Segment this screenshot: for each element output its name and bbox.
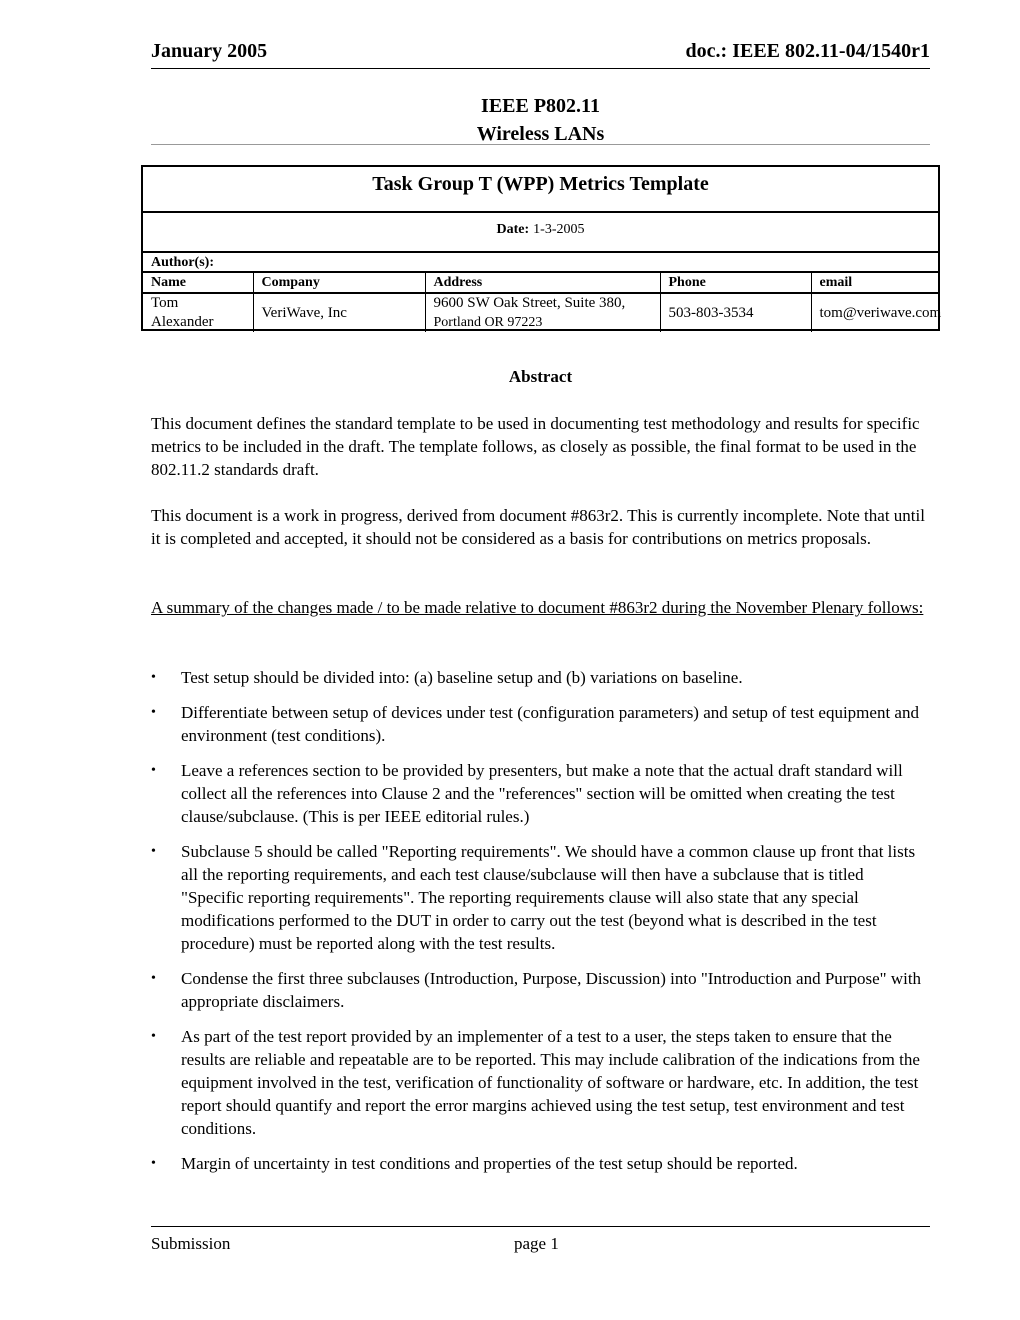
author-address: 9600 SW Oak Street, Suite 380, Portland OR 97223: [425, 293, 660, 332]
standard-title: IEEE P802.11: [481, 95, 600, 117]
document-info-box: [141, 165, 940, 331]
date-row: [143, 213, 938, 253]
changes-list: [151, 666, 930, 1187]
authors-table-header: [143, 273, 938, 293]
page-header: [151, 38, 930, 69]
summary-intro: A summary of the changes made / to be made relative to document #863r2 during the November Plenary follows:: [151, 598, 924, 617]
authors-table: [143, 273, 942, 332]
date-label: Date:: [496, 222, 530, 237]
doc-title: Task Group T (WPP) Metrics Template: [143, 167, 938, 213]
table-row: [143, 293, 938, 332]
abstract-paragraph: This document defines the standard template to be used in documenting test methodology and results for specific metrics to be included in the draft. The template follows, as closely as possible, the final format to be used in the 802.11.2 standards draft.: [151, 414, 920, 479]
author-name: Tom Alexander: [151, 295, 214, 330]
authors-label: Author(s):: [143, 253, 938, 273]
header-date: January 2005: [151, 40, 268, 62]
column-header: Company: [253, 273, 425, 293]
abstract-heading: Abstract: [508, 367, 573, 386]
page-number: page 1: [514, 1234, 559, 1253]
bullet-icon: •: [151, 670, 156, 685]
list-item: • Margin of uncertainty in test conditions and properties of the test setup should be reported.: [151, 1154, 798, 1173]
bullet-icon: •: [151, 971, 156, 986]
list-item: • Test setup should be divided into: (a) baseline setup and (b) variations on baseline.: [151, 668, 743, 687]
bullet-icon: •: [151, 763, 156, 778]
column-header: Address: [425, 273, 660, 293]
title-divider: [151, 144, 930, 145]
column-header: Phone: [660, 273, 811, 293]
author-phone: 503-803-3534: [660, 293, 811, 332]
list-item: • Subclause 5 should be called "Reporting requirements". We should have a common clause up front that lists all the reporting requirements, and each test clause/subclause will then have a subclause that is titled "Specific reporting requirements". The reporting requirements clause will also state that any special modifications performed to the DUT in order to carry out the test (beyond what is described in the test procedure) must be reported along with the test results.: [151, 842, 916, 953]
document-title-block: [151, 92, 930, 148]
bullet-icon: •: [151, 844, 156, 859]
author-email: tom@veriwave.com: [811, 293, 938, 332]
column-header: Name: [143, 273, 253, 293]
standard-subtitle: Wireless LANs: [476, 123, 605, 145]
header-doc-id: doc.: IEEE 802.11-04/1540r1: [685, 40, 930, 62]
list-item: • As part of the test report provided by an implementer of a test to a user, the steps taken to ensure that the results are reliable and repeatable are to be reported. This may include calibration of the indications from the equipment involved in the test, verification of functionality of software or hardware, etc. In addition, the test report should quantify and report the error margins achieved using the test setup, test environment and test conditions.: [151, 1027, 920, 1138]
list-item: • Condense the first three subclauses (Introduction, Purpose, Discussion) into "Introduction and Purpose" with appropriate disclaimers.: [151, 969, 922, 1011]
bullet-icon: •: [151, 705, 156, 720]
author-company: VeriWave, Inc: [253, 293, 425, 332]
list-item: • Differentiate between setup of devices under test (configuration parameters) and setup of test equipment and environment (test conditions).: [151, 703, 919, 745]
list-item: • Leave a references section to be provided by presenters, but make a note that the actual draft standard will collect all the references into Clause 2 and the "references" section will be omitted when creating the test clause/subclause. (This is per IEEE editorial rules.): [151, 761, 903, 826]
abstract-paragraph: This document is a work in progress, derived from document #863r2. This is currently incomplete. Note that until it is completed and accepted, it should not be considered as a basis for contributions on metrics proposals.: [151, 506, 925, 548]
column-header: email: [811, 273, 938, 293]
bullet-icon: •: [151, 1029, 156, 1044]
date-value: 1-3-2005: [533, 222, 585, 237]
footer-label: Submission: [151, 1234, 231, 1253]
page-footer: [151, 1226, 930, 1253]
bullet-icon: •: [151, 1156, 156, 1171]
